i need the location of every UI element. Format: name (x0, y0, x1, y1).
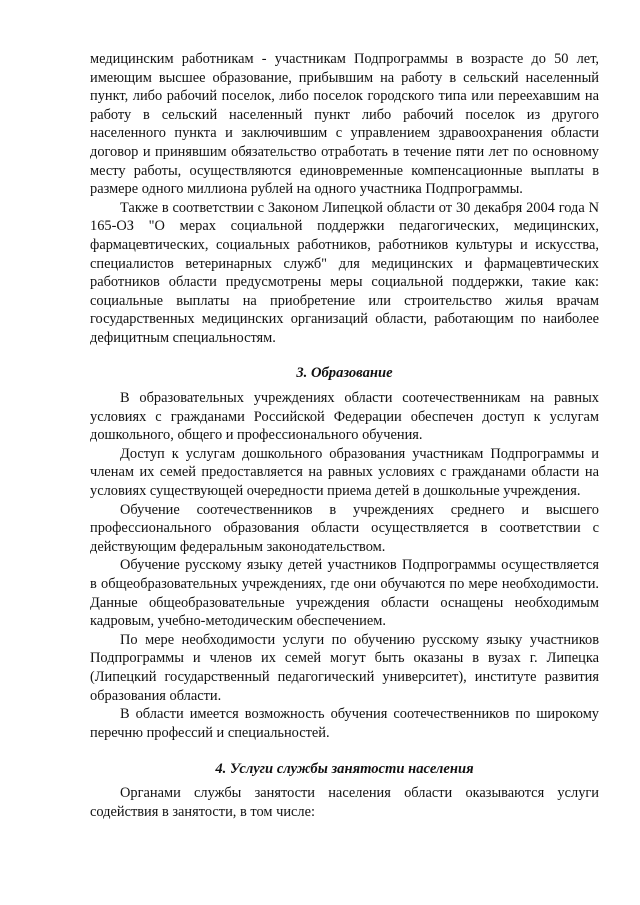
section-3-heading: 3. Образование (296, 364, 393, 381)
education-paragraph-6: В области имеется возможность обучения соотечественников по широкому перечню профессий и специальностей. (90, 706, 599, 741)
education-paragraph-1: В образовательных учреждениях области соотечественникам на равных условиях с гражданами Российской Федерации обеспечен доступ к услугам дошкольного, общего и профессионального обучения. (90, 390, 599, 444)
education-paragraph-4: Обучение русскому языку детей участников Подпрограммы осуществляется в общеобразовательных учреждениях, где они обучаются по мере необходимости. Данные общеобразовательные учреждения области оснащены необходимым кадровым, учебно-методическим обеспечением. (90, 557, 599, 630)
intro-paragraph-2: Также в соответствии с Законом Липецкой области от 30 декабря 2004 года N 165-ОЗ "О мерах социальной поддержки педагогических, медицинских, фармацевтических, социальных работников, работников культуры и искусства, специалистов ветеринарных служб" для медицинских и фармацевтических работников области предусмотрены меры социальной поддержки, такие как: социальные выплаты на приобретение или строительство жилья врачам государственных медицинских организаций области, работающим по наиболее дефицитным специальностям. (90, 199, 599, 346)
document-page (90, 50, 599, 821)
education-paragraph-2: Доступ к услугам дошкольного образования участникам Подпрограммы и членам их семей предоставляется на равных условиях с гражданами области на условиях существующей очередности приема детей в дошкольные учреждения. (90, 445, 599, 500)
intro-paragraph-1: медицинским работникам - участникам Подпрограммы в возрасте до 50 лет, имеющим высшее образование, прибывшим на работу в сельский населенный пункт, либо рабочий поселок, либо поселок городского типа или переехавшим на работу в сельский населенный пункт либо рабочий поселок из другого населенного пункта и заключившим с управлением здравоохранения области договор и принявшим обязательство отработать в течение пяти лет по основному месту работы, осуществляются единовременные компенсационные выплаты в размере одного миллиона рублей на одного участника Подпрограммы. (90, 51, 599, 198)
education-paragraph-3: Обучение соотечественников в учреждениях среднего и высшего профессионального образования области осуществляется в соответствии с действующим федеральным законодательством. (90, 501, 599, 555)
employment-paragraph-1: Органами службы занятости населения области оказываются услуги содействия в занятости, в том числе: (90, 784, 599, 820)
section-4-heading: 4. Услуги службы занятости населения (215, 761, 474, 778)
education-paragraph-5: По мере необходимости услуги по обучению русскому языку участников Подпрограммы и членов их семей могут быть оказаны в вузах г. Липецка (Липецкий государственный педагогический университет), институте развития образования области. (90, 631, 599, 704)
